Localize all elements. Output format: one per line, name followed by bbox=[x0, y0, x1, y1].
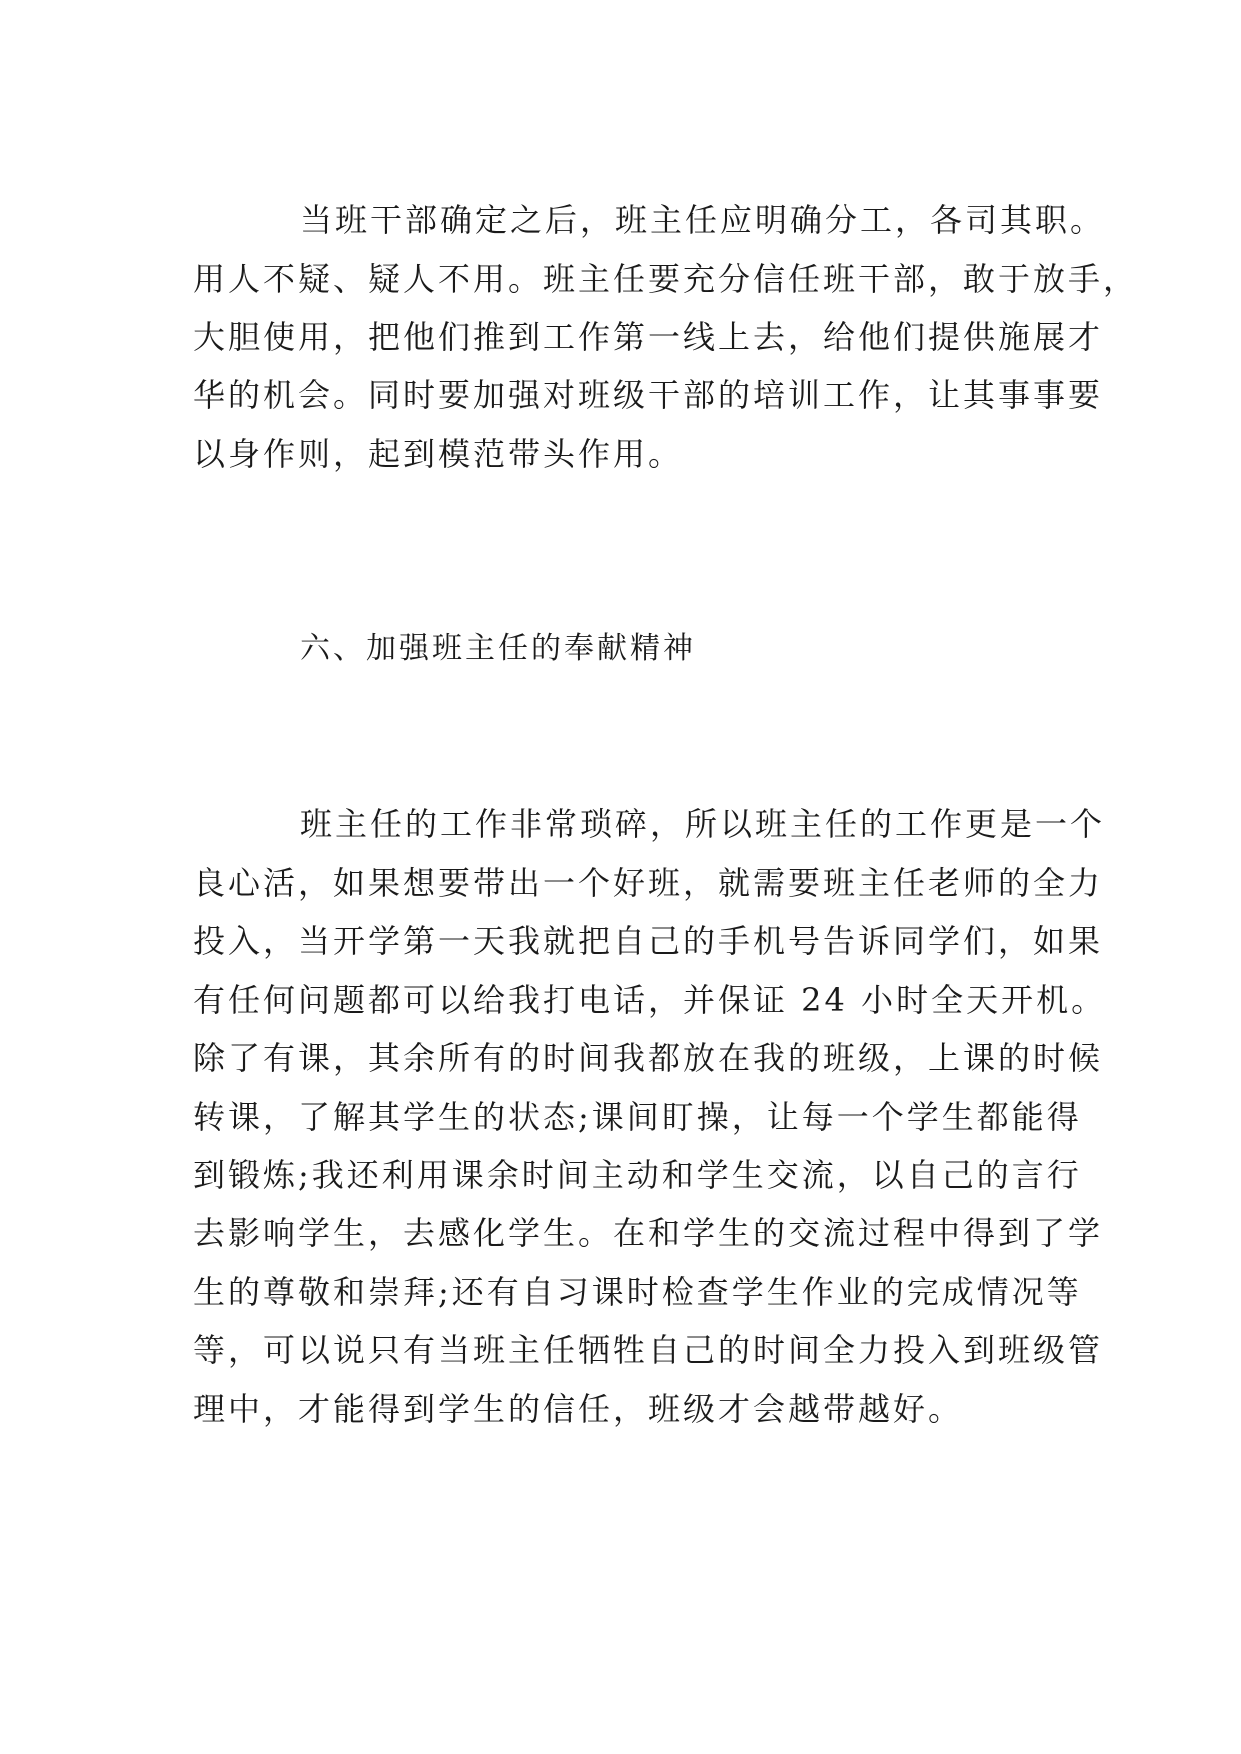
paragraph-2-line-6: 转课，了解其学生的状态;课间盯操，让每一个学生都能得 bbox=[193, 1098, 1082, 1136]
paragraph-2-line-9: 生的尊敬和崇拜;还有自习课时检查学生作业的完成情况等 bbox=[193, 1273, 1082, 1311]
paragraph-2-line-5: 除了有课，其余所有的时间我都放在我的班级，上课的时候 bbox=[193, 1039, 1104, 1077]
paragraph-2-line-4: 有任何问题都可以给我打电话，并保证 24 小时全天开机。 bbox=[193, 981, 1107, 1019]
paragraph-2-line-2: 良心活，如果想要带出一个好班，就需要班主任老师的全力 bbox=[193, 864, 1104, 902]
section-heading: 六、加强班主任的奉献精神 bbox=[300, 631, 696, 666]
paragraph-1-line-2: 用人不疑、疑人不用。班主任要充分信任班干部，敢于放手， bbox=[193, 260, 1139, 298]
paragraph-2-line-1: 班主任的工作非常琐碎，所以班主任的工作更是一个 bbox=[300, 805, 1106, 843]
paragraph-1-line-1: 当班干部确定之后，班主任应明确分工，各司其职。 bbox=[300, 201, 1106, 239]
paragraph-2-line-7: 到锻炼;我还利用课余时间主动和学生交流，以自己的言行 bbox=[193, 1156, 1082, 1194]
paragraph-2-line-10: 等，可以说只有当班主任牺牲自己的时间全力投入到班级管 bbox=[193, 1331, 1104, 1369]
paragraph-1-line-4: 华的机会。同时要加强对班级干部的培训工作，让其事事要 bbox=[193, 376, 1104, 414]
paragraph-1-line-5: 以身作则，起到模范带头作用。 bbox=[193, 435, 684, 473]
paragraph-2-line-8: 去影响学生，去感化学生。在和学生的交流过程中得到了学 bbox=[193, 1214, 1104, 1252]
paragraph-1-line-3: 大胆使用，把他们推到工作第一线上去，给他们提供施展才 bbox=[193, 318, 1104, 356]
paragraph-2-line-3: 投入，当开学第一天我就把自己的手机号告诉同学们，如果 bbox=[193, 922, 1104, 960]
paragraph-2-line-11: 理中，才能得到学生的信任，班级才会越带越好。 bbox=[193, 1390, 964, 1428]
